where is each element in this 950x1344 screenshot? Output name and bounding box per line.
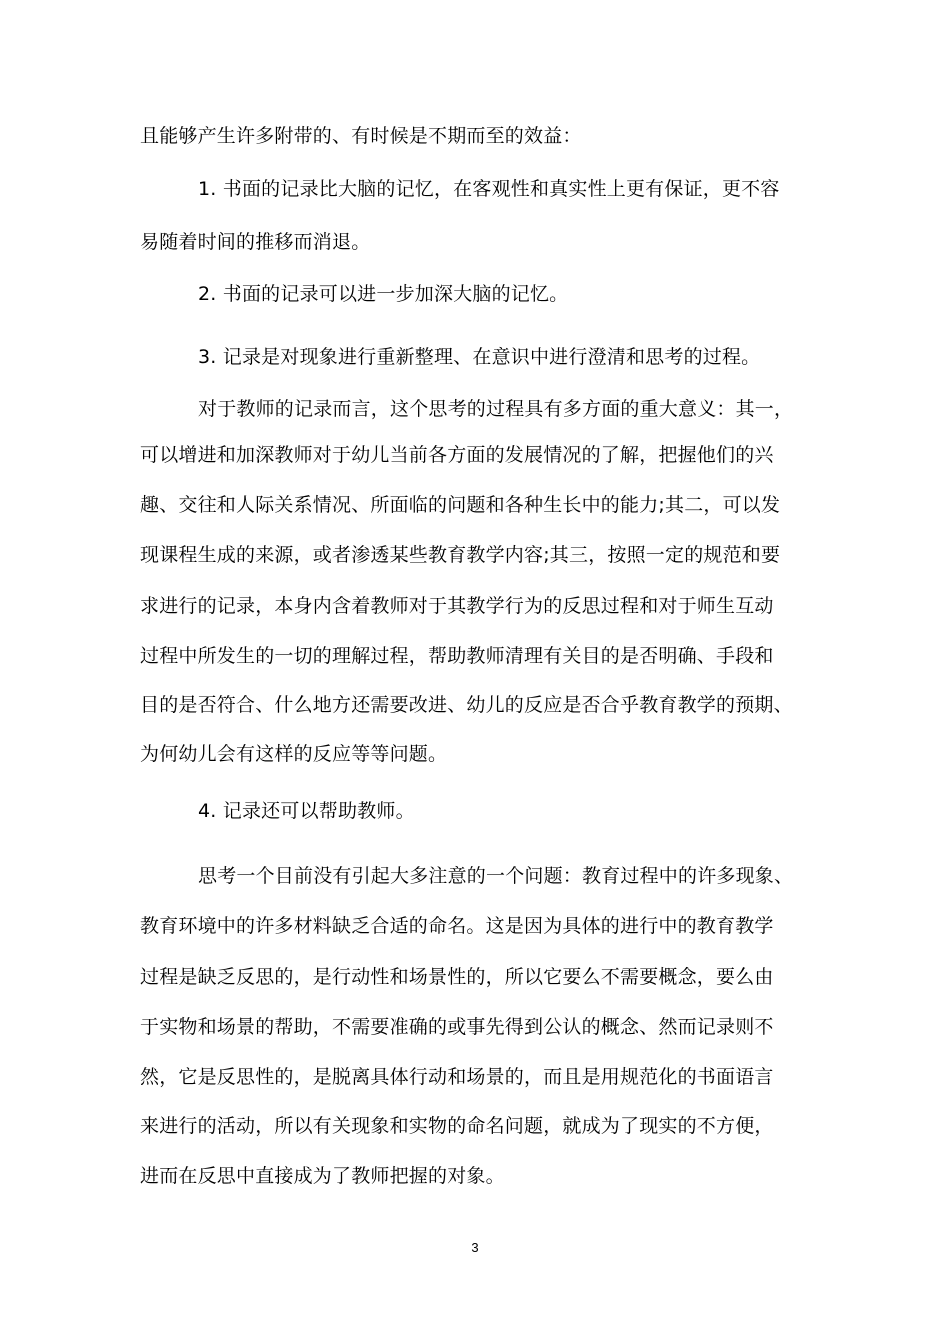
text-line: 可以增进和加深教师对于幼儿当前各方面的发展情况的了解，把握他们的兴 [140,444,774,466]
text-line: 然，它是反思性的，是脱离具体行动和场景的，而且是用规范化的书面语言 [140,1066,774,1088]
text-line: 为何幼儿会有这样的反应等等问题。 [140,743,448,765]
text-line: 目的是否符合、什么地方还需要改进、幼儿的反应是否合乎教育教学的预期、 [140,694,793,716]
paragraph-start: 对于教师的记录而言，这个思考的过程具有多方面的重大意义：其一， [198,398,794,420]
text-line: 过程中所发生的一切的理解过程，帮助教师清理有关目的是否明确、手段和 [140,645,774,667]
text-line: 趣、交往和人际关系情况、所面临的问题和各种生长中的能力;其二，可以发 [140,494,781,516]
text-line: 来进行的活动，所以有关现象和实物的命名问题，就成为了现实的不方便， [140,1115,774,1137]
text-line: 易随着时间的推移而消退。 [140,231,371,253]
list-item-4: 4. 记录还可以帮助教师。 [198,800,415,822]
text-line: 求进行的记录，本身内含着教师对于其教学行为的反思过程和对于师生互动 [140,595,774,617]
list-item-2: 2. 书面的记录可以进一步加深大脑的记忆。 [198,283,569,305]
page-number: 3 [471,1240,479,1255]
paragraph-start: 思考一个目前没有引起大多注意的一个问题：教育过程中的许多现象、 [198,865,794,887]
list-item-3: 3. 记录是对现象进行重新整理、在意识中进行澄清和思考的过程。 [198,346,761,368]
list-item-1: 1. 书面的记录比大脑的记忆，在客观性和真实性上更有保证，更不容 [198,178,780,200]
text-line: 进而在反思中直接成为了教师把握的对象。 [140,1165,505,1187]
text-line: 且能够产生许多附带的、有时候是不期而至的效益： [140,125,582,147]
text-line: 现课程生成的来源，或者渗透某些教育教学内容;其三，按照一定的规范和要 [140,544,781,566]
text-line: 过程是缺乏反思的，是行动性和场景性的，所以它要么不需要概念，要么由 [140,966,774,988]
text-line: 于实物和场景的帮助，不需要准确的或事先得到公认的概念、然而记录则不 [140,1016,774,1038]
text-line: 教育环境中的许多材料缺乏合适的命名。这是因为具体的进行中的教育教学 [140,915,774,937]
